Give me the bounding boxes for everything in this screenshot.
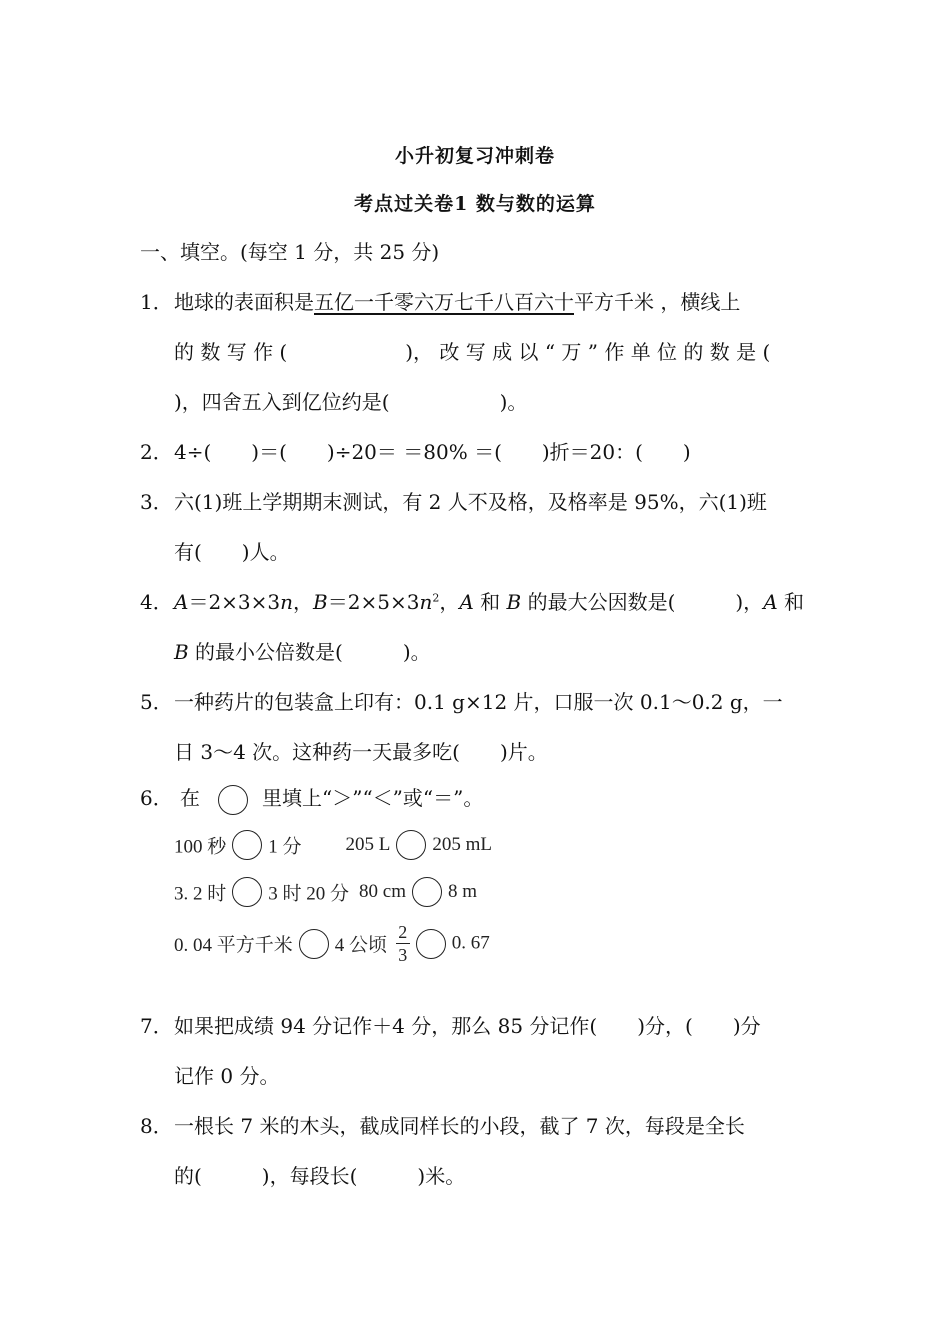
question-number: 1． (140, 290, 173, 314)
question-3-line-1: 3．六(1)班上学期期末测试，有 2 人不及格，及格率是 95%，六(1)班 (140, 490, 767, 514)
section-heading: 一、填空。(每空 1 分，共 25 分) (140, 240, 440, 264)
question-1-line-1: 1．地球的表面积是五亿一千零六万七千八百六十平方千米 ，横线上 (140, 286, 740, 315)
comparison-circle[interactable] (232, 877, 262, 907)
question-7-line-2: 记作 0 分。 (174, 1064, 280, 1088)
question-5-line-2: 日 3～4 次。这种药一天最多吃( )片。 (174, 740, 548, 764)
exam-title: 小升初复习冲刺卷 (394, 145, 555, 167)
question-4-line-1: 4．A＝2×3×3n，$B=2\times 5\times 3n^2$，A 和 B 的最大公因数是( )，A 和 (140, 590, 804, 614)
comparison-circle[interactable] (396, 830, 426, 860)
underlined-number-words: 五亿一千零六万七千八百六十 (314, 290, 574, 314)
comparison-row-3: 0. 04 平方千米 4 公顷 $\frac{2}{3}$ 0. 67 (174, 922, 490, 965)
question-8-line-2: 的( )，每段长( )米。 (174, 1164, 466, 1188)
comparison-circle[interactable] (412, 877, 442, 907)
comparison-row-2: 3. 2 时 3 时 20 分 80 cm 8 m (174, 877, 477, 907)
comparison-row-1: 100 秒 1 分 205 L 205 mL (174, 830, 492, 860)
question-5-line-1: 5．一种药片的包装盒上印有：0.1 g×12 片，口服一次 0.1～0.2 g，一 (140, 690, 783, 714)
question-6-prompt: 6． 在 里填上“＞”“＜”或“＝”。 (140, 782, 483, 815)
comparison-circle-icon (218, 785, 248, 815)
fraction: $\frac{2}{3}$ (396, 922, 410, 965)
comparison-circle[interactable] (232, 830, 262, 860)
question-1-line-2: 的 数 写 作 ( )， 改 写 成 以 “ 万 ” 作 单 位 的 数 是 ( (174, 340, 771, 364)
question-7-line-1: 7．如果把成绩 94 分记作＋4 分，那么 85 分记作( )分，( )分 (140, 1014, 761, 1038)
question-8-line-1: 8．一根长 7 米的木头，截成同样长的小段，截了 7 次，每段是全长 (140, 1114, 745, 1138)
question-4-line-2: B 的最小公倍数是( )。 (174, 640, 431, 664)
comparison-circle[interactable] (299, 929, 329, 959)
comparison-circle[interactable] (416, 929, 446, 959)
exam-subtitle: 考点过关卷1 数与数的运算 (354, 193, 596, 215)
question-2: 2．4÷( )＝( )÷20＝ ＝80% ＝( )折＝20：( ) (140, 440, 691, 464)
question-3-line-2: 有( )人。 (174, 540, 290, 564)
question-1-line-3: )，四舍五入到亿位约是( )。 (174, 390, 528, 414)
